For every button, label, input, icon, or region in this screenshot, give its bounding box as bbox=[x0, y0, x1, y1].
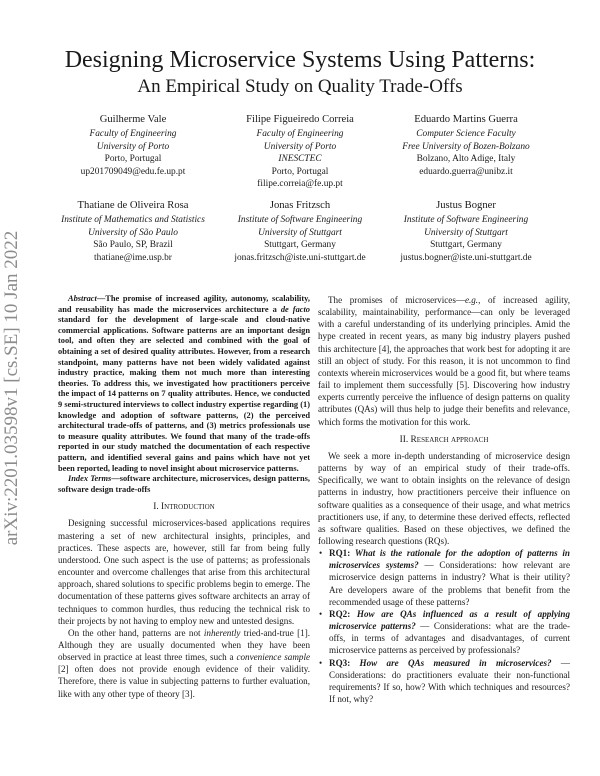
index-terms-text: —software architecture, microservices, design patterns, software design trade-offs bbox=[58, 474, 310, 494]
bullet-icon: • bbox=[319, 608, 323, 619]
rq-id: RQ3: bbox=[329, 657, 351, 668]
author-name: Jonas Fritzsch bbox=[269, 200, 331, 211]
author-affiliation: Institute of Software Engineering bbox=[237, 215, 363, 225]
motivation-text-2: , of increased agility, scalability, maintainability, performance—can only be leveraged with a careful understanding of its underlying principles. Amid the hype created in recent years, as many big industry players pushed this architecture [4], the approaches that work best for adopting it are still an object of study. For this reason, it is not uncommon to find contexts wherein microservices would be a good fit, but where teams fail to implement them successfully [5]. Discovering how industry experts currently perceive the influence of design patterns on quality attributes (QAs) will thus help to judge their benefits and relevance, which forms the motivation for this work. bbox=[318, 295, 570, 427]
author-affiliation: Faculty of Engineering bbox=[89, 129, 177, 139]
author-location: Stuttgart, Germany bbox=[430, 240, 502, 251]
research-question-item bbox=[318, 547, 570, 608]
abstract-label: Abstract bbox=[68, 294, 97, 303]
rq-question: How are QAs influenced as a result of applying microservice patterns? bbox=[329, 608, 570, 632]
bullet-icon: • bbox=[319, 548, 323, 559]
author-affiliation: Faculty of Engineering bbox=[256, 129, 344, 139]
author-institute: INESCTEC bbox=[278, 154, 322, 165]
intro-p2-text-1: On the other hand, patterns are not bbox=[68, 627, 204, 638]
paper-title-line-2: An Empirical Study on Quality Trade-Offs bbox=[137, 76, 463, 97]
rq-considerations: — Considerations: how relevant are microservice design patterns in industry? What is their utility? Are developers aware of the problems that benefit from the recommended usage of these patterns? bbox=[329, 560, 570, 607]
motivation-paragraph bbox=[318, 294, 570, 428]
research-questions-list bbox=[318, 547, 570, 705]
author-university: University of Stuttgart bbox=[424, 227, 508, 238]
author-name: Thatiane de Oliveira Rosa bbox=[77, 200, 189, 211]
author-email: justus.bogner@iste.uni-stuttgart.de bbox=[400, 252, 532, 263]
author-name: Filipe Figueiredo Correia bbox=[246, 114, 354, 125]
author-university: University of São Paulo bbox=[88, 227, 178, 238]
motivation-eg: e.g. bbox=[464, 295, 479, 305]
rq-id: RQ1: bbox=[329, 548, 351, 559]
rq-considerations: — Considerations: do practitioners evaluate their non-functional requirements? If so, how? With which techniques and resources? If not, why? bbox=[329, 657, 570, 704]
author-university: Free University of Bozen-Bolzano bbox=[402, 141, 530, 152]
rq-question: What is the rationale for the adoption of patterns in microservices systems? bbox=[329, 548, 570, 571]
section-heading-introduction: I. Introduction bbox=[153, 502, 215, 513]
research-question-item bbox=[318, 657, 570, 706]
abstract-de-facto: de facto bbox=[280, 304, 310, 314]
author-university: University of Porto bbox=[96, 141, 170, 152]
abstract-text-1: —The promise of increased agility, autonomy, scalability, and reusability has made the microservices architecture a bbox=[58, 294, 310, 314]
abstract bbox=[58, 294, 310, 474]
author-location: Stuttgart, Germany bbox=[264, 240, 336, 251]
author-email: filipe.correia@fe.up.pt bbox=[257, 179, 343, 190]
intro-paragraph-2 bbox=[58, 627, 310, 700]
section-heading-research-approach: II. Research approach bbox=[399, 434, 489, 445]
author-email: eduardo.guerra@unibz.it bbox=[419, 166, 513, 177]
intro-p2-text-3: [2] often does not provide enough evidence of their validity. Therefore, there is value in subjecting patterns to further evaluation, like with any other type of theory [3]. bbox=[58, 664, 310, 699]
author-name: Justus Bogner bbox=[436, 200, 496, 211]
author-name: Guilherme Vale bbox=[99, 114, 167, 125]
author-block-3 bbox=[366, 113, 566, 178]
author-affiliation: Institute of Software Engineering bbox=[403, 215, 529, 225]
rq-question: How are QAs measured in microservices? bbox=[359, 657, 552, 668]
intro-p2-convenience-sample: convenience sample bbox=[236, 652, 311, 663]
author-email: jonas.fritzsch@iste.uni-stuttgart.de bbox=[234, 252, 366, 263]
paper-title-line-1: Designing Microservice Systems Using Patterns: bbox=[64, 47, 536, 73]
author-university: University of Stuttgart bbox=[258, 227, 342, 238]
intro-p2-text-2: tried-and-true [1]. Although they are usually documented when they have been observed in practice at least three times, such a bbox=[58, 627, 311, 663]
author-name: Eduardo Martins Guerra bbox=[414, 114, 518, 125]
author-location: Porto, Portugal bbox=[271, 166, 329, 177]
abstract-text-2: standard for the development of large-scale and cloud-native commercial applications. Software patterns are an important design tool, and often they are selected and combined with the goal of obtaining a set of desired quality attributes. However, from a research standpoint, many patterns have not been widely validated against industry practice, making them not much more than interesting theories. To address this, we investigated how practitioners perceive the impact of 14 patterns on 7 quality attributes. Hence, we conducted 9 semi-structured interviews to collect industry expertise regarding (1) knowledge and adoption of software patterns, (2) the perceived architectural trade-offs of patterns, and (3) metrics professionals use to measure quality attributes. We found that many of the trade-offs reported in our study matched the documentation of each respective pattern, and identified several gains and pains which have not yet been reported, leading to novel insight about microservice patterns. bbox=[58, 315, 310, 473]
index-terms bbox=[58, 474, 310, 495]
research-question-item bbox=[318, 608, 570, 657]
author-university: University of Porto bbox=[263, 141, 337, 152]
author-affiliation: Computer Science Faculty bbox=[416, 129, 516, 139]
intro-paragraph-1: Designing successful microservices-based applications requires mastering a set of new architectural insights, principles, and practices. These aspects are, however, still far from being fully understood. One such aspect is the use of patterns; as professionals encounter and overcome challenges that arise from this architectural approach, shared solutions to specific problems begin to emerge. The documentation of these patterns gives software architects an array of techniques to common hurdles, thus reducing the technical risk to their projects by not having to employ new and untested designs. bbox=[58, 518, 310, 626]
author-location: Porto, Portugal bbox=[104, 154, 162, 165]
arxiv-identifier: arXiv:2201.03598v1 [cs.SE] 10 Jan 2022 bbox=[1, 230, 22, 546]
intro-p2-inherently: inherently bbox=[203, 627, 241, 638]
bullet-icon: • bbox=[319, 657, 323, 668]
motivation-text-1: The promises of microservices— bbox=[328, 295, 465, 305]
author-location: São Paulo, SP, Brazil bbox=[93, 240, 173, 251]
research-approach-paragraph: We seek a more in-depth understanding of microservice design patterns by way of an empirical study of their trade-offs. Specifically, we want to obtain insights on the relevance of design patterns in industry, how practitioners perceive their influence on software qualities as a consequence of their usage, and what metrics practitioners use, if any, to determine these derived effects, reflected as software qualities. Based on these objectives, we defined the following research questions (RQs). bbox=[318, 450, 570, 546]
left-column bbox=[58, 294, 310, 700]
author-block-6 bbox=[366, 199, 566, 264]
author-affiliation: Institute of Mathematics and Statistics bbox=[61, 215, 205, 225]
author-email: thatiane@ime.usp.br bbox=[94, 252, 172, 263]
rq-considerations: — Considerations: what are the trade-offs, in terms of advantages and disadvantages, of current microservice patterns as perceived by professionals? bbox=[329, 621, 570, 656]
author-email: up201709049@edu.fe.up.pt bbox=[80, 166, 186, 177]
rq-id: RQ2: bbox=[329, 608, 351, 619]
author-location: Bolzano, Alto Adige, Italy bbox=[416, 154, 516, 165]
right-column bbox=[318, 294, 570, 705]
index-terms-label: Index Terms bbox=[68, 474, 112, 484]
